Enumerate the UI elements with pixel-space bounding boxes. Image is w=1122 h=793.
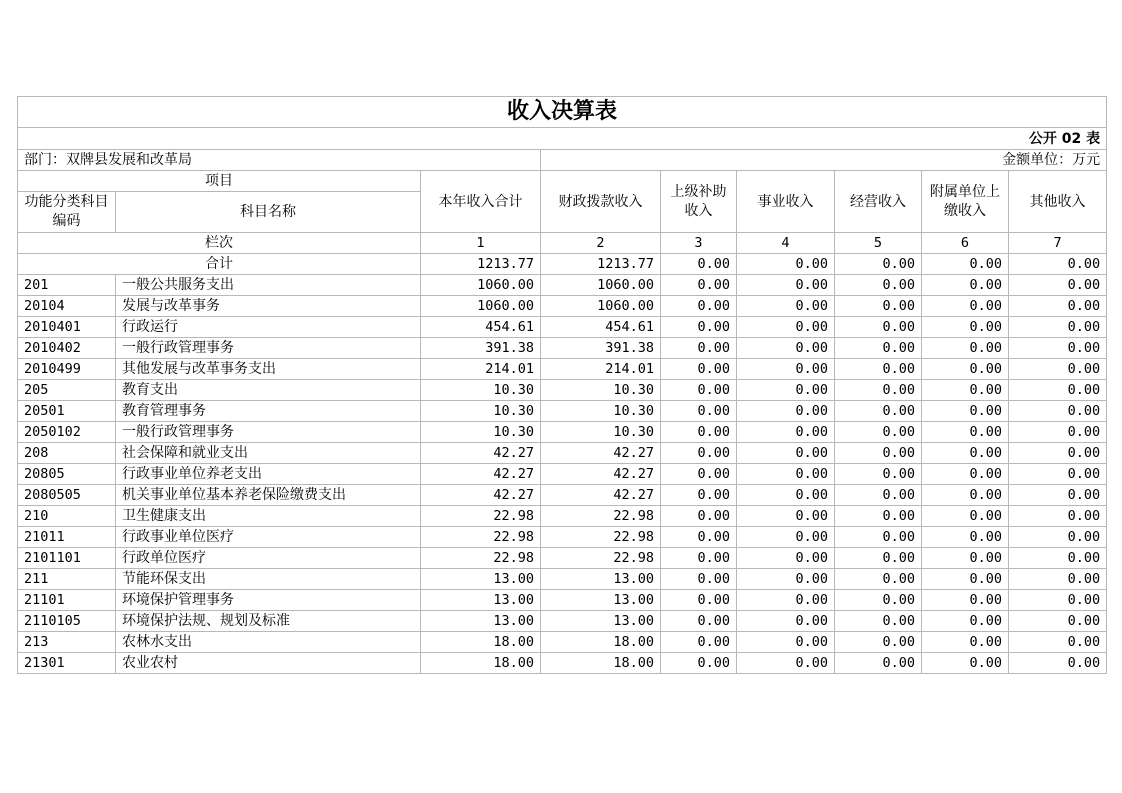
amount-cell: 0.00 bbox=[922, 506, 1009, 527]
subject-name: 教育管理事务 bbox=[116, 401, 421, 422]
amount-cell: 13.00 bbox=[541, 611, 661, 632]
amount-cell: 0.00 bbox=[1009, 380, 1107, 401]
amount-cell: 18.00 bbox=[421, 653, 541, 674]
subject-code: 201 bbox=[18, 275, 116, 296]
amount-cell: 0.00 bbox=[835, 296, 922, 317]
subject-code: 211 bbox=[18, 569, 116, 590]
amount-cell: 0.00 bbox=[835, 338, 922, 359]
amount-cell: 1060.00 bbox=[541, 275, 661, 296]
total-value: 0.00 bbox=[737, 254, 835, 275]
amount-cell: 0.00 bbox=[1009, 443, 1107, 464]
column-number: 2 bbox=[541, 233, 661, 254]
amount-cell: 18.00 bbox=[421, 632, 541, 653]
amount-cell: 0.00 bbox=[737, 401, 835, 422]
amount-cell: 0.00 bbox=[922, 569, 1009, 590]
amount-cell: 0.00 bbox=[1009, 401, 1107, 422]
table-row bbox=[18, 611, 1107, 632]
amount-cell: 214.01 bbox=[541, 359, 661, 380]
total-value: 0.00 bbox=[1009, 254, 1107, 275]
subject-name: 农业农村 bbox=[116, 653, 421, 674]
amount-cell: 0.00 bbox=[661, 359, 737, 380]
table-row bbox=[18, 590, 1107, 611]
table-row bbox=[18, 359, 1107, 380]
unit-label: 金额单位：万元 bbox=[541, 150, 1107, 171]
table-row bbox=[18, 485, 1107, 506]
amount-cell: 0.00 bbox=[835, 401, 922, 422]
amount-cell: 0.00 bbox=[835, 380, 922, 401]
table-row bbox=[18, 506, 1107, 527]
subject-code: 20805 bbox=[18, 464, 116, 485]
amount-cell: 0.00 bbox=[737, 296, 835, 317]
amount-cell: 22.98 bbox=[421, 548, 541, 569]
amount-cell: 0.00 bbox=[661, 275, 737, 296]
amount-cell: 0.00 bbox=[661, 485, 737, 506]
subject-code: 21301 bbox=[18, 653, 116, 674]
column-number-label: 栏次 bbox=[18, 233, 421, 254]
header-row-1 bbox=[18, 171, 1107, 192]
subject-code: 20501 bbox=[18, 401, 116, 422]
column-number: 1 bbox=[421, 233, 541, 254]
amount-cell: 0.00 bbox=[922, 296, 1009, 317]
amount-cell: 0.00 bbox=[835, 611, 922, 632]
amount-cell: 0.00 bbox=[737, 443, 835, 464]
amount-cell: 18.00 bbox=[541, 653, 661, 674]
subject-code: 2010499 bbox=[18, 359, 116, 380]
subject-name: 行政运行 bbox=[116, 317, 421, 338]
subject-code: 2010402 bbox=[18, 338, 116, 359]
amount-cell: 10.30 bbox=[541, 422, 661, 443]
amount-cell: 0.00 bbox=[922, 632, 1009, 653]
amount-cell: 0.00 bbox=[1009, 611, 1107, 632]
subject-code: 2010401 bbox=[18, 317, 116, 338]
amount-cell: 10.30 bbox=[421, 401, 541, 422]
amount-cell: 0.00 bbox=[1009, 359, 1107, 380]
amount-cell: 0.00 bbox=[737, 653, 835, 674]
amount-cell: 0.00 bbox=[737, 275, 835, 296]
meta-row bbox=[18, 150, 1107, 171]
header-item: 项目 bbox=[18, 171, 421, 192]
amount-cell: 0.00 bbox=[835, 632, 922, 653]
column-number: 6 bbox=[922, 233, 1009, 254]
amount-cell: 22.98 bbox=[541, 548, 661, 569]
amount-cell: 10.30 bbox=[541, 380, 661, 401]
amount-cell: 391.38 bbox=[421, 338, 541, 359]
subject-code: 2110105 bbox=[18, 611, 116, 632]
page-title: 收入决算表 bbox=[18, 97, 1107, 128]
table-row bbox=[18, 569, 1107, 590]
subject-code: 210 bbox=[18, 506, 116, 527]
amount-cell: 22.98 bbox=[421, 506, 541, 527]
table-row bbox=[18, 380, 1107, 401]
amount-cell: 0.00 bbox=[835, 464, 922, 485]
amount-cell: 0.00 bbox=[661, 569, 737, 590]
amount-cell: 0.00 bbox=[835, 317, 922, 338]
amount-cell: 0.00 bbox=[1009, 338, 1107, 359]
amount-cell: 42.27 bbox=[421, 485, 541, 506]
total-value: 1213.77 bbox=[421, 254, 541, 275]
table-row bbox=[18, 422, 1107, 443]
amount-cell: 0.00 bbox=[835, 569, 922, 590]
title-row bbox=[18, 97, 1107, 128]
table-row bbox=[18, 401, 1107, 422]
amount-cell: 0.00 bbox=[922, 401, 1009, 422]
amount-cell: 1060.00 bbox=[421, 275, 541, 296]
amount-cell: 0.00 bbox=[1009, 569, 1107, 590]
amount-cell: 42.27 bbox=[541, 443, 661, 464]
amount-cell: 42.27 bbox=[541, 485, 661, 506]
amount-cell: 214.01 bbox=[421, 359, 541, 380]
amount-cell: 0.00 bbox=[835, 653, 922, 674]
amount-cell: 454.61 bbox=[421, 317, 541, 338]
total-label: 合计 bbox=[18, 254, 421, 275]
table-row bbox=[18, 527, 1107, 548]
amount-cell: 0.00 bbox=[922, 590, 1009, 611]
amount-cell: 0.00 bbox=[737, 611, 835, 632]
amount-cell: 0.00 bbox=[661, 464, 737, 485]
amount-cell: 0.00 bbox=[1009, 275, 1107, 296]
amount-cell: 0.00 bbox=[661, 422, 737, 443]
amount-cell: 0.00 bbox=[922, 359, 1009, 380]
header-function-code: 功能分类科目编码 bbox=[18, 192, 116, 233]
header-total-income: 本年收入合计 bbox=[421, 171, 541, 233]
total-value: 0.00 bbox=[922, 254, 1009, 275]
amount-cell: 0.00 bbox=[922, 275, 1009, 296]
table-row bbox=[18, 653, 1107, 674]
amount-cell: 13.00 bbox=[541, 569, 661, 590]
amount-cell: 0.00 bbox=[922, 422, 1009, 443]
subject-name: 社会保障和就业支出 bbox=[116, 443, 421, 464]
amount-cell: 0.00 bbox=[737, 590, 835, 611]
amount-cell: 0.00 bbox=[922, 443, 1009, 464]
table-row bbox=[18, 548, 1107, 569]
table-number: 公开 02 表 bbox=[18, 128, 1107, 150]
amount-cell: 0.00 bbox=[922, 485, 1009, 506]
subject-code: 21101 bbox=[18, 590, 116, 611]
header-affiliated-remittance: 附属单位上缴收入 bbox=[922, 171, 1009, 233]
amount-cell: 0.00 bbox=[1009, 485, 1107, 506]
amount-cell: 0.00 bbox=[1009, 527, 1107, 548]
amount-cell: 0.00 bbox=[922, 380, 1009, 401]
amount-cell: 0.00 bbox=[1009, 296, 1107, 317]
amount-cell: 0.00 bbox=[835, 359, 922, 380]
amount-cell: 0.00 bbox=[661, 401, 737, 422]
subject-name: 发展与改革事务 bbox=[116, 296, 421, 317]
total-row bbox=[18, 254, 1107, 275]
subject-name: 一般行政管理事务 bbox=[116, 338, 421, 359]
amount-cell: 18.00 bbox=[541, 632, 661, 653]
amount-cell: 0.00 bbox=[737, 527, 835, 548]
amount-cell: 0.00 bbox=[922, 548, 1009, 569]
amount-cell: 0.00 bbox=[661, 548, 737, 569]
amount-cell: 0.00 bbox=[737, 422, 835, 443]
amount-cell: 0.00 bbox=[661, 296, 737, 317]
amount-cell: 0.00 bbox=[737, 632, 835, 653]
subject-code: 2101101 bbox=[18, 548, 116, 569]
amount-cell: 10.30 bbox=[421, 422, 541, 443]
total-value: 1213.77 bbox=[541, 254, 661, 275]
column-number: 3 bbox=[661, 233, 737, 254]
amount-cell: 0.00 bbox=[922, 653, 1009, 674]
subject-code: 205 bbox=[18, 380, 116, 401]
column-number: 4 bbox=[737, 233, 835, 254]
table-row bbox=[18, 632, 1107, 653]
table-row bbox=[18, 296, 1107, 317]
subject-name: 行政事业单位医疗 bbox=[116, 527, 421, 548]
amount-cell: 0.00 bbox=[737, 569, 835, 590]
subject-name: 其他发展与改革事务支出 bbox=[116, 359, 421, 380]
amount-cell: 13.00 bbox=[421, 569, 541, 590]
table-row bbox=[18, 464, 1107, 485]
amount-cell: 42.27 bbox=[421, 464, 541, 485]
amount-cell: 0.00 bbox=[1009, 464, 1107, 485]
subject-name: 行政单位医疗 bbox=[116, 548, 421, 569]
amount-cell: 0.00 bbox=[661, 338, 737, 359]
header-operating-income: 经营收入 bbox=[835, 171, 922, 233]
amount-cell: 13.00 bbox=[421, 611, 541, 632]
table-row bbox=[18, 275, 1107, 296]
amount-cell: 0.00 bbox=[835, 527, 922, 548]
subject-code: 20104 bbox=[18, 296, 116, 317]
amount-cell: 22.98 bbox=[541, 527, 661, 548]
amount-cell: 0.00 bbox=[1009, 653, 1107, 674]
table-row bbox=[18, 443, 1107, 464]
amount-cell: 391.38 bbox=[541, 338, 661, 359]
subject-name: 节能环保支出 bbox=[116, 569, 421, 590]
amount-cell: 0.00 bbox=[835, 422, 922, 443]
amount-cell: 1060.00 bbox=[421, 296, 541, 317]
amount-cell: 0.00 bbox=[737, 380, 835, 401]
column-number: 7 bbox=[1009, 233, 1107, 254]
amount-cell: 0.00 bbox=[835, 485, 922, 506]
subject-name: 机关事业单位基本养老保险缴费支出 bbox=[116, 485, 421, 506]
subject-code: 2080505 bbox=[18, 485, 116, 506]
amount-cell: 0.00 bbox=[661, 380, 737, 401]
subject-name: 教育支出 bbox=[116, 380, 421, 401]
amount-cell: 0.00 bbox=[661, 611, 737, 632]
subject-name: 卫生健康支出 bbox=[116, 506, 421, 527]
amount-cell: 0.00 bbox=[737, 317, 835, 338]
column-number: 5 bbox=[835, 233, 922, 254]
subject-name: 环境保护管理事务 bbox=[116, 590, 421, 611]
subject-name: 一般公共服务支出 bbox=[116, 275, 421, 296]
amount-cell: 22.98 bbox=[541, 506, 661, 527]
amount-cell: 0.00 bbox=[737, 548, 835, 569]
amount-cell: 0.00 bbox=[835, 548, 922, 569]
subject-code: 21011 bbox=[18, 527, 116, 548]
amount-cell: 42.27 bbox=[421, 443, 541, 464]
amount-cell: 0.00 bbox=[737, 359, 835, 380]
header-superior-subsidy: 上级补助收入 bbox=[661, 171, 737, 233]
amount-cell: 0.00 bbox=[1009, 506, 1107, 527]
amount-cell: 0.00 bbox=[922, 317, 1009, 338]
subject-name: 一般行政管理事务 bbox=[116, 422, 421, 443]
header-subject-name: 科目名称 bbox=[116, 192, 421, 233]
amount-cell: 10.30 bbox=[541, 401, 661, 422]
amount-cell: 0.00 bbox=[661, 632, 737, 653]
amount-cell: 454.61 bbox=[541, 317, 661, 338]
amount-cell: 10.30 bbox=[421, 380, 541, 401]
header-business-income: 事业收入 bbox=[737, 171, 835, 233]
amount-cell: 0.00 bbox=[1009, 590, 1107, 611]
amount-cell: 0.00 bbox=[922, 611, 1009, 632]
amount-cell: 0.00 bbox=[737, 464, 835, 485]
income-final-accounts-table bbox=[17, 96, 1107, 674]
amount-cell: 0.00 bbox=[835, 590, 922, 611]
amount-cell: 13.00 bbox=[421, 590, 541, 611]
amount-cell: 13.00 bbox=[541, 590, 661, 611]
amount-cell: 0.00 bbox=[835, 275, 922, 296]
subject-name: 行政事业单位养老支出 bbox=[116, 464, 421, 485]
amount-cell: 0.00 bbox=[922, 338, 1009, 359]
amount-cell: 0.00 bbox=[737, 506, 835, 527]
subject-name: 环境保护法规、规划及标准 bbox=[116, 611, 421, 632]
table-row bbox=[18, 317, 1107, 338]
amount-cell: 0.00 bbox=[737, 485, 835, 506]
amount-cell: 0.00 bbox=[661, 317, 737, 338]
amount-cell: 22.98 bbox=[421, 527, 541, 548]
subject-code: 208 bbox=[18, 443, 116, 464]
amount-cell: 0.00 bbox=[661, 590, 737, 611]
subject-code: 213 bbox=[18, 632, 116, 653]
amount-cell: 0.00 bbox=[835, 506, 922, 527]
amount-cell: 0.00 bbox=[835, 443, 922, 464]
total-value: 0.00 bbox=[661, 254, 737, 275]
amount-cell: 0.00 bbox=[661, 653, 737, 674]
amount-cell: 1060.00 bbox=[541, 296, 661, 317]
header-other-income: 其他收入 bbox=[1009, 171, 1107, 233]
amount-cell: 0.00 bbox=[661, 527, 737, 548]
amount-cell: 0.00 bbox=[1009, 422, 1107, 443]
total-value: 0.00 bbox=[835, 254, 922, 275]
column-number-row bbox=[18, 233, 1107, 254]
amount-cell: 0.00 bbox=[1009, 632, 1107, 653]
amount-cell: 42.27 bbox=[541, 464, 661, 485]
header-fiscal-appropriation: 财政拨款收入 bbox=[541, 171, 661, 233]
amount-cell: 0.00 bbox=[922, 527, 1009, 548]
amount-cell: 0.00 bbox=[1009, 317, 1107, 338]
amount-cell: 0.00 bbox=[661, 506, 737, 527]
department-label: 部门：双牌县发展和改革局 bbox=[18, 150, 541, 171]
table-row bbox=[18, 338, 1107, 359]
amount-cell: 0.00 bbox=[922, 464, 1009, 485]
amount-cell: 0.00 bbox=[737, 338, 835, 359]
subject-name: 农林水支出 bbox=[116, 632, 421, 653]
amount-cell: 0.00 bbox=[1009, 548, 1107, 569]
table-number-row bbox=[18, 128, 1107, 150]
subject-code: 2050102 bbox=[18, 422, 116, 443]
amount-cell: 0.00 bbox=[661, 443, 737, 464]
